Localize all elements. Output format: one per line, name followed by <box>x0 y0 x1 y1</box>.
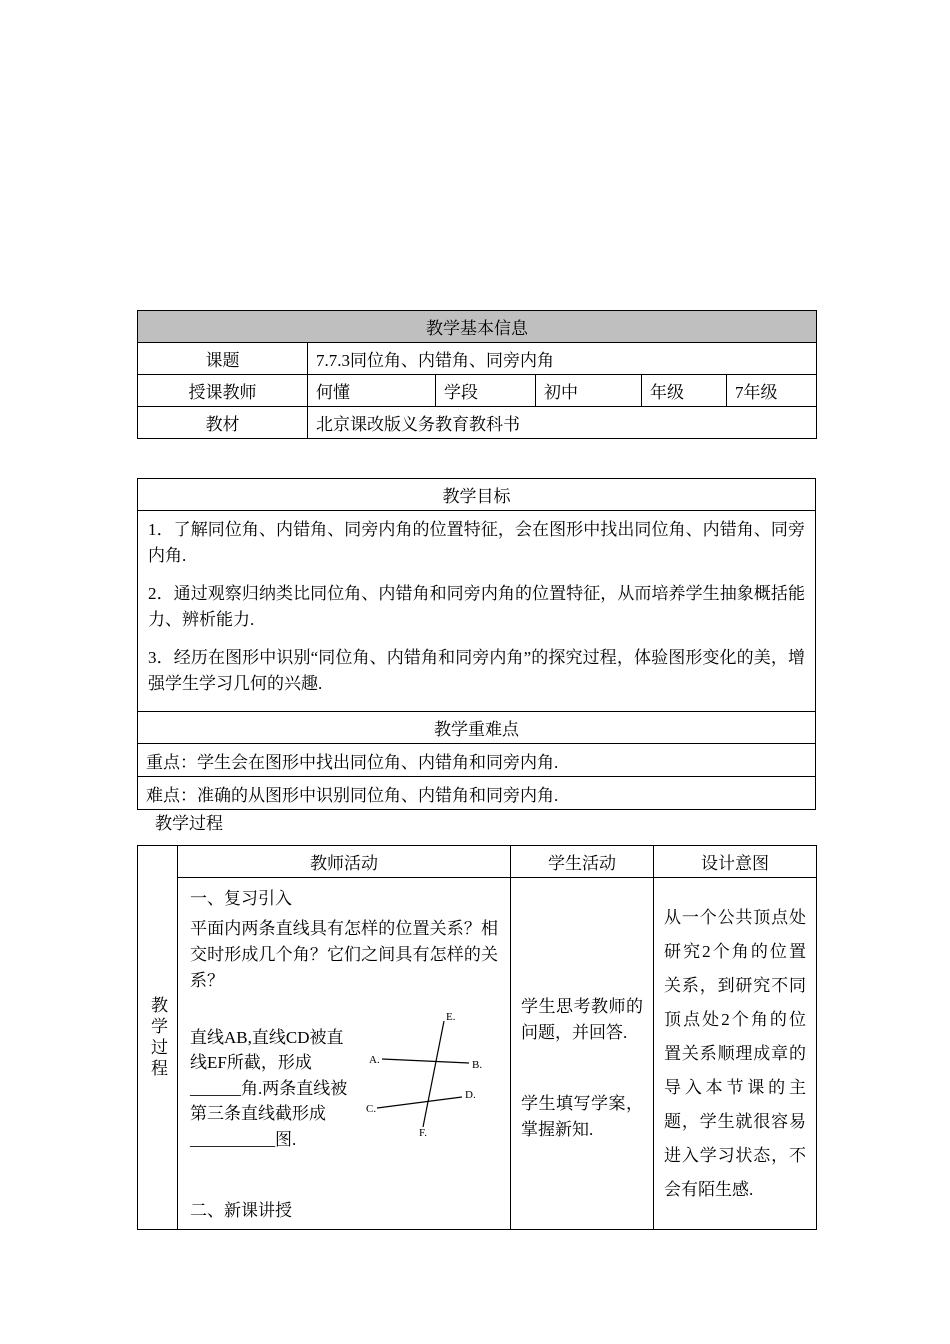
point-label-a: A. <box>369 1053 380 1066</box>
fill-blank-block <box>190 1010 498 1153</box>
review-intro-title: 一、复习引入 <box>190 889 292 908</box>
point-label-b: B. <box>472 1058 483 1071</box>
key-points-title: 教学重难点 <box>138 712 816 744</box>
point-label-e: E. <box>446 1010 456 1023</box>
new-lesson-title: 二、新课讲授 <box>190 1201 292 1221</box>
process-vertical-label: 教学过程 <box>148 995 167 1080</box>
key-point: 重点：学生会在图形中找出同位角、内错角和同旁内角. <box>138 744 816 777</box>
column-header-intent: 设计意图 <box>654 846 817 878</box>
stage-label: 学段 <box>436 375 536 407</box>
column-header-student: 学生活动 <box>511 846 654 878</box>
material-value: 北京课改版义务教育教科书 <box>308 407 817 439</box>
point-label-d: D. <box>465 1088 476 1101</box>
design-intent-text: 从一个公共顶点处研究2个角的位置关系，到研究不同顶点处2个角的位置关系顺理成章的导入本节课的主题，学生就很容易进入学习状态，不会有陌生感. <box>664 907 806 1199</box>
point-label-f: F. <box>419 1126 427 1137</box>
basic-info-title: 教学基本信息 <box>138 311 817 343</box>
lines-diagram <box>366 1009 498 1137</box>
design-intent-cell <box>654 878 817 1230</box>
process-side-cell <box>138 846 178 1230</box>
student-activity-1: 学生思考教师的问题，并回答. <box>521 996 643 1043</box>
objective-item-3: 3．经历在图形中识别“同位角、内错角和同旁内角”的探究过程，体验图形变化的美，增强学生学习几何的兴趣. <box>148 648 805 693</box>
subject-label: 课题 <box>138 343 308 375</box>
teacher-value: 何懂 <box>308 375 436 407</box>
process-section-label: 教学过程 <box>155 814 223 833</box>
grade-label: 年级 <box>642 375 727 407</box>
teacher-activity-cell <box>178 878 511 1230</box>
grade-value: 7年级 <box>727 375 817 407</box>
stage-value: 初中 <box>536 375 642 407</box>
line-ab <box>382 1059 469 1063</box>
student-activity-2: 学生填写学案，掌握新知. <box>521 1093 643 1139</box>
objective-item-1: 1．了解同位角、内错角、同旁内角的位置特征，会在图形中找出同位角、内错角、同旁内角. <box>148 520 805 565</box>
fill-blank-text: 直线AB,直线CD被直线EF所截，形成______角.两条直线被第三条直线截形成__________图. <box>190 1027 348 1149</box>
point-label-c: C. <box>366 1102 377 1115</box>
column-header-teacher: 教师活动 <box>178 846 511 878</box>
difficult-point: 难点：准确的从图形中识别同位角、内错角和同旁内角. <box>138 777 816 810</box>
objective-item-2: 2．通过观察归纳类比同位角、内错角和同旁内角的位置特征，从而培养学生抽象概括能力、辨析能力. <box>148 584 805 629</box>
basic-info-table <box>137 310 817 439</box>
line-ef <box>423 1021 444 1127</box>
objectives-title: 教学目标 <box>138 479 816 511</box>
line-cd <box>377 1097 462 1108</box>
objectives-body <box>138 511 816 712</box>
process-table <box>137 845 817 1230</box>
objectives-table <box>137 478 816 810</box>
teacher-label: 授课教师 <box>138 375 308 407</box>
student-activity-cell <box>511 878 654 1230</box>
review-intro-question: 平面内两条直线具有怎样的位置关系？相交时形成几个角？它们之间具有怎样的关系？ <box>190 918 498 991</box>
material-label: 教材 <box>138 407 308 439</box>
subject-value: 7.7.3同位角、内错角、同旁内角 <box>308 343 817 375</box>
